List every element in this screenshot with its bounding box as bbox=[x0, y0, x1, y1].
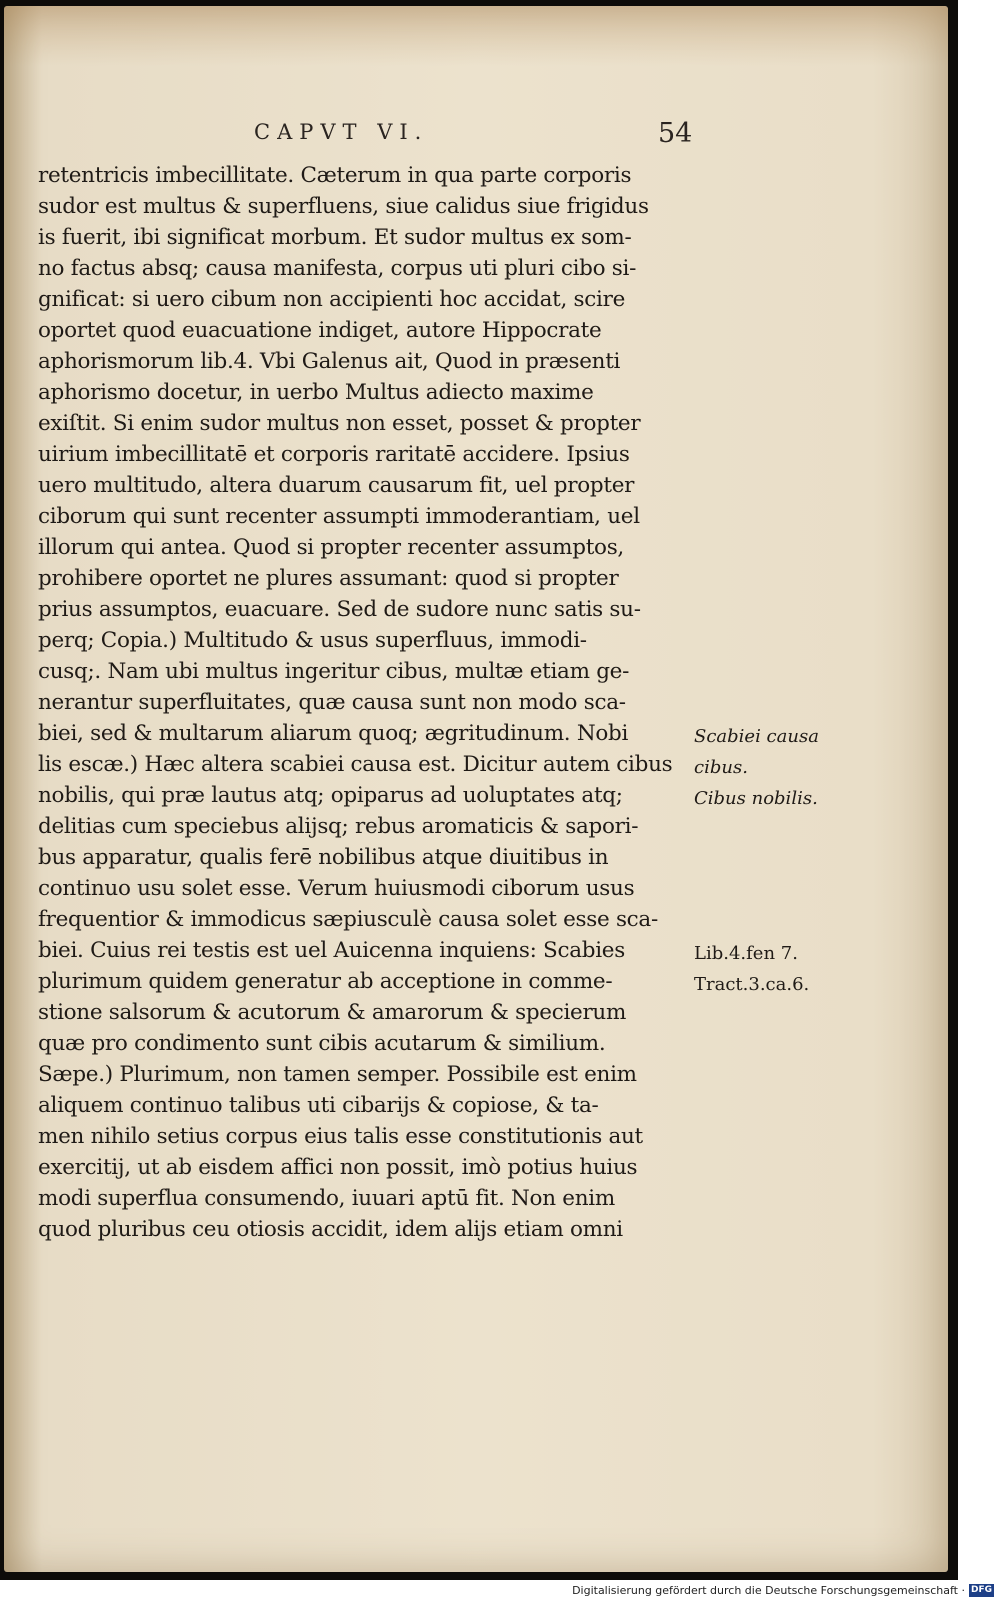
text-line: prohibere oportet ne plures assumant: quod si propter bbox=[38, 566, 619, 591]
text-line: is fuerit, ibi significat morbum. Et sudor multus ex som- bbox=[38, 225, 632, 250]
text-line: aphorismo docetur, in uerbo Multus adiecto maxime bbox=[38, 380, 594, 405]
text-line: modi superflua consumendo, iuuari aptū fit. Non enim bbox=[38, 1186, 615, 1211]
text-line: ciborum qui sunt recenter assumpti immoderantiam, uel bbox=[38, 504, 640, 529]
text-line: exiſtit. Si enim sudor multus non esset, posset & propter bbox=[38, 411, 641, 436]
text-line: aliquem continuo talibus uti cibarijs & copiose, & ta- bbox=[38, 1093, 599, 1118]
text-line: prius assumptos, euacuare. Sed de sudore nunc satis su- bbox=[38, 597, 641, 622]
margin-note-cibus-nobilis: Cibus nobilis. bbox=[694, 788, 818, 809]
text-line: uero multitudo, altera duarum causarum fit, uel propter bbox=[38, 473, 635, 498]
text-line: nerantur superfluitates, quæ causa sunt non modo sca- bbox=[38, 690, 626, 715]
text-line: uirium imbecillitatē et corporis raritatē accidere. Ipsius bbox=[38, 442, 630, 467]
margin-note-cibus: cibus. bbox=[694, 757, 748, 778]
text-line: continuo usu solet esse. Verum huiusmodi ciborum usus bbox=[38, 876, 635, 901]
margin-note-tract: Tract.3.ca.6. bbox=[694, 974, 810, 995]
text-line: perq; Copia.) Multitudo & usus superfluus, immodi- bbox=[38, 628, 587, 653]
footer-credit-text: Digitalisierung gefördert durch die Deutsche Forschungsgemeinschaft · bbox=[572, 1584, 965, 1597]
text-line: delitias cum speciebus alijsq; rebus aromaticis & sapori- bbox=[38, 814, 639, 839]
text-line: stione salsorum & acutorum & amarorum & specierum bbox=[38, 1000, 627, 1025]
book-page bbox=[4, 6, 948, 1572]
text-line: no factus absq; causa manifesta, corpus uti pluri cibo si- bbox=[38, 256, 637, 281]
text-line: sudor est multus & superfluens, siue calidus siue frigidus bbox=[38, 194, 649, 219]
margin-note-lib-fen: Lib.4.fen 7. bbox=[694, 943, 798, 964]
footer-credit bbox=[572, 1584, 994, 1597]
text-line: biei. Cuius rei testis est uel Auicenna inquiens: Scabies bbox=[38, 938, 625, 963]
running-head: CAPVT VI. bbox=[254, 120, 429, 144]
body-text bbox=[38, 160, 703, 1245]
text-line: gnificat: si uero cibum non accipienti hoc accidat, scire bbox=[38, 287, 626, 312]
page-number: 54 bbox=[658, 118, 693, 149]
text-line: frequentior & immodicus sæpiusculè causa solet esse sca- bbox=[38, 907, 658, 932]
text-line: plurimum quidem generatur ab acceptione in comme- bbox=[38, 969, 613, 994]
text-line: men nihilo setius corpus eius talis esse constitutionis aut bbox=[38, 1124, 643, 1149]
text-line: oportet quod euacuatione indiget, autore Hippocrate bbox=[38, 318, 602, 343]
text-line: nobilis, qui præ lautus atq; opiparus ad uoluptates atq; bbox=[38, 783, 623, 808]
text-line: exercitij, ut ab eisdem affici non possit, imò potius huius bbox=[38, 1155, 638, 1180]
text-line: cusq;. Nam ubi multus ingeritur cibus, multæ etiam ge- bbox=[38, 659, 630, 684]
text-line: quod pluribus ceu otiosis accidit, idem alijs etiam omni bbox=[38, 1217, 623, 1242]
text-line: Sæpe.) Plurimum, non tamen semper. Possibile est enim bbox=[38, 1062, 637, 1087]
text-line: quæ pro condimento sunt cibis acutarum & similium. bbox=[38, 1031, 606, 1056]
text-line: aphorismorum lib.4. Vbi Galenus ait, Quod in præsenti bbox=[38, 349, 621, 374]
text-line: retentricis imbecillitate. Cæterum in qua parte corporis bbox=[38, 163, 632, 188]
text-line: lis escæ.) Hæc altera scabiei causa est. Dicitur autem cibus bbox=[38, 752, 673, 777]
text-line: bus apparatur, qualis ferē nobilibus atque diuitibus in bbox=[38, 845, 609, 870]
margin-note-scabiei-causa: Scabiei causa bbox=[694, 726, 819, 747]
text-line: biei, sed & multarum aliarum quoq; ægritudinum. Nobi bbox=[38, 721, 629, 746]
dfg-logo-icon: DFG bbox=[970, 1585, 992, 1595]
text-line: illorum qui antea. Quod si propter recenter assumptos, bbox=[38, 535, 624, 560]
